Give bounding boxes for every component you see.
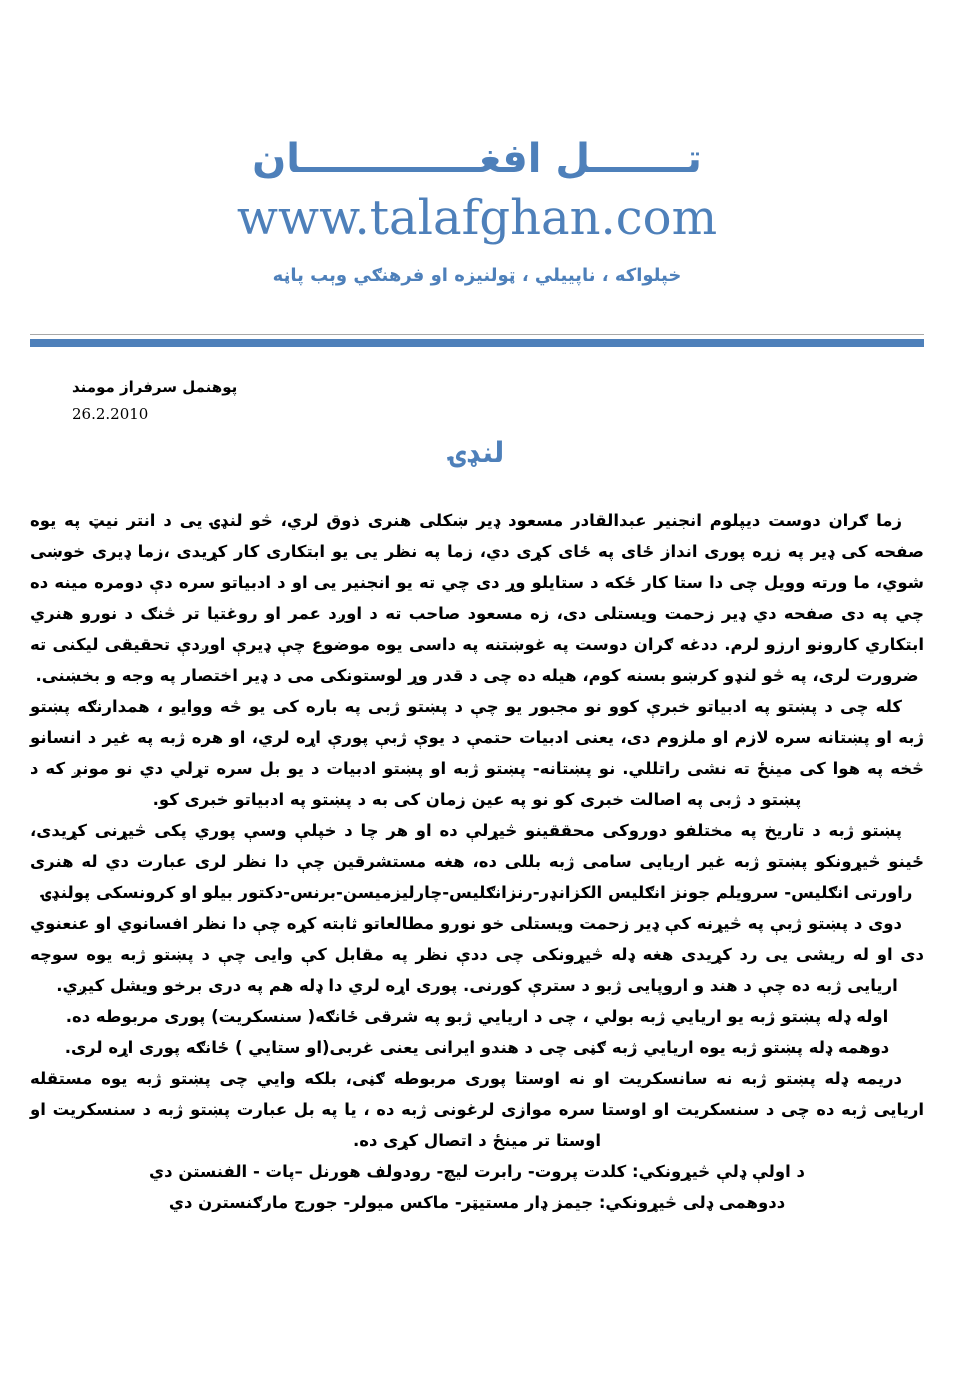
paragraph-researchers-semitic-theory: پښتو ژبه د تاريخ په مختلفو دوروکی محققينو څيړلې ده او هر چا د خپلې وسې پوري پکی څيړنی کړيدی، ځينو څيړونکو پښتو ژبه غير اريايی سامی ژبه بللی ده، هغه مستشرقين چې دا نظر لری عبارت دي له هنری راورتی انګليس- سرويلم جونز انګليس الکزانډر-رنزانګليس-چارليزميسن-برنس-دکتور بيلو او کرونسکی پولنډۍ: [30, 821, 924, 902]
article-title: لنډۍ: [449, 436, 505, 469]
site-url-link[interactable]: www.talafghan.com: [236, 190, 718, 246]
divider-accent-bar: [30, 339, 924, 347]
article-body: [30, 505, 924, 1218]
site-tagline: خپلواکه ، ناپييلي ، ټولنيزه او فرهنګي وېب پاڼه: [272, 265, 682, 286]
paragraph-third-group: دريمه ډله پښتو ژبه نه سانسکريت او نه اوستا پوری مربوطه ګڼی، بلکه وايي چی پښتو ژبه يوه مستقله اريايی ژبه ده چی د سنسکريت او اوستا سره موازی لرغونی ژبه ده ، يا په بل عبارت پښتو ژبه د سنسکريت او اوستا تر مينځ د اتصال کړی ده.: [30, 1069, 924, 1150]
header-divider: [30, 334, 924, 347]
paragraph-intro: زما ګران دوست ديپلوم انجنير عبدالقادر مسعود ډير ښکلی هنری ذوق لري، څو لنډۍ يی د انتر نيټ په يوه صفحه کی ډير په زړه پوری انداز ځای په ځای کړی دي، زما په نظر يی يو ابتکاری کار کړيدی ،زما ډيری خوښی شوي، ما ورته وويل چی دا ستا کار ځکه د ستايلو وړ دی چي ته يو انجنير يی او د ادبياتو سره دې دومره مينه ده چي په دی صفحه دي ډير زحمت ويستلی دی، زه مسعود صاحب ته د اوږد عمر او روغتيا تر څنګ د نورو هنري ابتکاري کارونو ارزو لرم. ددغه ګران دوست په غوښتنه په داسی يوه موضوع چې ډيرې اوږدې تحقيقی ليکنی ته ضرورت لری، په څو لنډو کرښو بسنه کوم، هيله ده چی د قدر وړ لوستونکی می د ډير اختصار په وجه و بخښنی.: [30, 511, 924, 685]
site-name: تـــــــل افغـــــــــــــان: [252, 136, 702, 182]
author-name: پوهنمل سرفراز مومند: [72, 378, 238, 396]
byline: [30, 377, 924, 423]
paragraph-pashto-literature: کله چی د پښتو په ادبياتو خبرې کوو نو مجبور يو چې د پښتو ژبی په باره کی يو څه ووايو ، همدارنګه پښتو ژبه او پښتانه سره لازم او ملزوم دی، يعنی ادبيات حتمې د يوې ژبې پورې اړه لري، او هره ژبه په غير د انسانو څخه په هوا کی مينځ ته نشی راتللي. نو پښتانه- پښتو ژبه او پښتو ادبيات د يو بل سره تړلي دي نو مونږ که د پښتو د ژبی په اصالت خبری کو نو په عين زمان کی به د پښتو په ادبياتو خبری کو.: [30, 697, 924, 809]
publish-date: 26.2.2010: [72, 405, 149, 423]
paragraph-first-group: اوله ډله پښتو ژبه يو اريايي ژبه بولي ، چی د اريايي ژبو په شرقی ځانګه( سنسکريت) پوری مربوطه ده.: [65, 1007, 889, 1026]
paragraph-second-group-researchers: ددوهمی ډلی څيړونکي: جيمز ډار مستيټر- ماکس ميولر- جورج مارګنسترن دي: [168, 1193, 786, 1212]
paragraph-aryan-theory: دوی د پښتو ژبې په څيړنه کې ډير زحمت ويستلی خو نورو مطالعاتو ثابته کړه چې دا نظر افسانوي او عنعنوي دی او له ريشی يی رد کړيدی هغه ډله څيړونکی چی ددې نظر په مقابل کې وايی چې د پښتو ژبه يوه سوچه اريايی ژبه ده چې د هند و اروپايی ژبو د سترې کورنی. پوری اړه لري دا ډله هم په دری برخو ويشل کيږي.: [30, 914, 924, 995]
masthead: [0, 0, 954, 290]
divider-thin-line: [30, 334, 924, 335]
paragraph-first-group-researchers: د اولې ډلې څيړونکي: کلدت پروت- رابرت ليچ- رودولف هورنل –پات - الفنستن دي: [149, 1162, 805, 1181]
paragraph-second-group: دوهمه ډله پښتو ژبه يوه اريايي ژبه ګڼی چی د هندو ايرانی يعنی غربی(او ستايي ) ځانګه پوری اړه لری.: [64, 1038, 890, 1057]
